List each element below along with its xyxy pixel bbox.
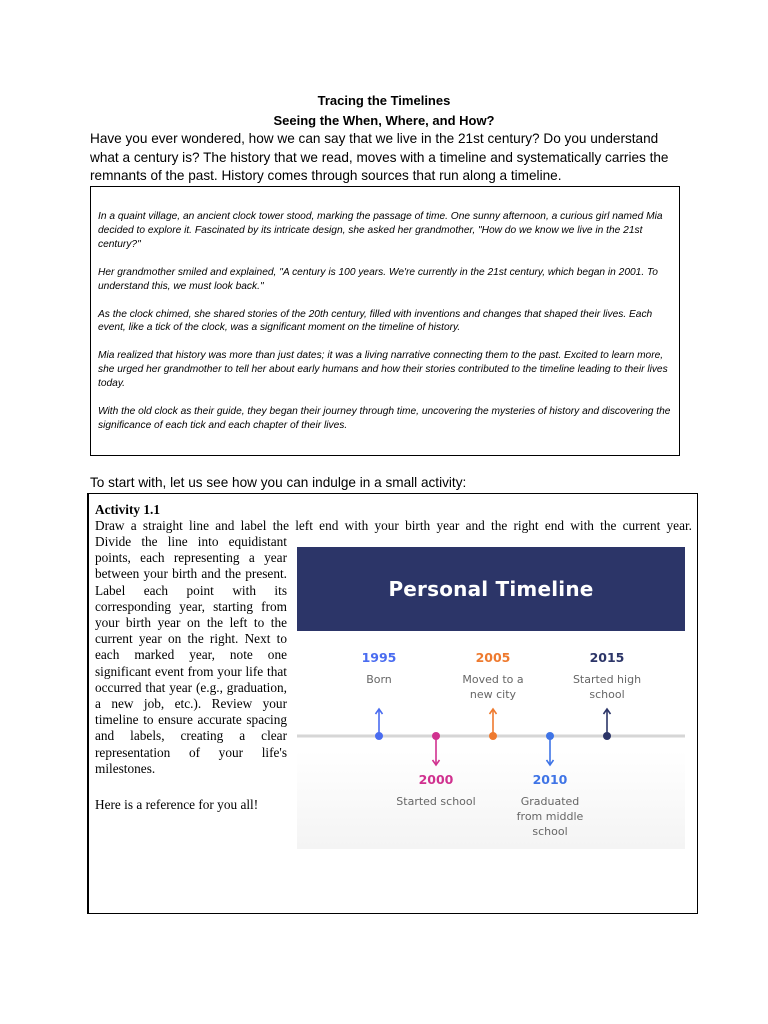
- timeline-point: [375, 732, 383, 740]
- timeline-event: [495, 773, 605, 839]
- activity-reference-note: Here is a reference for you all!: [95, 797, 259, 812]
- story-paragraph: With the old clock as their guide, they began their journey through time, uncovering the mysteries of history and discovering the significance of each tick and each chapter of their lives.: [98, 406, 671, 431]
- timeline-event: [324, 651, 434, 687]
- story-paragraph: In a quaint village, an ancient clock tower stood, marking the passage of time. One sunny afternoon, a curious girl named Mia decided to explore it. Fascinated by its intricate design, she asked her grandmother, "How do we know we live in the 21st century?": [98, 211, 663, 250]
- timeline-event-year: 2015: [589, 650, 625, 665]
- activity-instructions: Divide the line into equidistant points, each representing a year between your birth and the present. Label each point with its corresponding year, starting from your birth year on the left to the current year on the right. Next to each marked year, note one significant event from your life that occurred that year (e.g., graduation, a new job, etc.). Review your timeline to ensure accurate spacing and labels, creating a clear representation of your life's milestones.: [95, 534, 287, 776]
- timeline-figure: [297, 547, 685, 849]
- timeline-event-year: 2005: [475, 650, 511, 665]
- story-paragraph: Her grandmother smiled and explained, "A century is 100 years. We're currently in the 21st century, which began in 2001. To understand this, we must look back.": [98, 266, 658, 292]
- timeline-event: [381, 773, 491, 809]
- activity-lead: To start with, let us see how you can indulge in a small activity:: [90, 475, 467, 490]
- timeline-event-label: Started school: [396, 795, 476, 808]
- timeline-event-year: 2000: [418, 772, 454, 787]
- timeline-point: [603, 732, 611, 740]
- timeline-event-label: Born: [366, 673, 392, 686]
- timeline-event-label: Moved to a new city: [462, 673, 524, 701]
- timeline-body: [297, 631, 685, 849]
- timeline-point: [432, 732, 440, 740]
- timeline-point: [546, 732, 554, 740]
- activity-instruction-line: Draw a straight line and label the left end with your birth year and the right end with the current year.: [95, 518, 692, 533]
- timeline-title: Personal Timeline: [388, 577, 594, 601]
- page-subtitle: Seeing the When, Where, and How?: [273, 113, 495, 128]
- timeline-event-year: 2010: [532, 772, 568, 787]
- timeline-point: [489, 732, 497, 740]
- intro-paragraph: Have you ever wondered, how we can say that we live in the 21st century? Do you understand what a century is? The history that we read, moves with a timeline and systematically carries the remnants of the past. History comes through sources that run along a timeline.: [90, 131, 669, 183]
- story-paragraph: Mia realized that history was more than just dates; it was a living narrative connecting them to the past. Excited to learn more, she urged her grandmother to tell her about early humans and how their stories contributed to the timeline leading to their lives today.: [98, 350, 668, 390]
- story-paragraph: As the clock chimed, she shared stories of the 20th century, filled with inventions and changes that shaped their lives. Each event, like a tick of the clock, was a significant moment on the timeline of history.: [98, 308, 653, 334]
- timeline-header: [297, 547, 685, 631]
- timeline-event-label: Graduated from middle school: [516, 795, 584, 838]
- activity-title: Activity 1.1: [95, 502, 160, 517]
- timeline-event-label: Started high school: [572, 673, 642, 701]
- timeline-event-year: 1995: [361, 650, 397, 665]
- story-box: [90, 186, 680, 456]
- timeline-event: [552, 651, 662, 702]
- page-title: Tracing the Timelines: [317, 93, 451, 108]
- timeline-event: [438, 651, 548, 702]
